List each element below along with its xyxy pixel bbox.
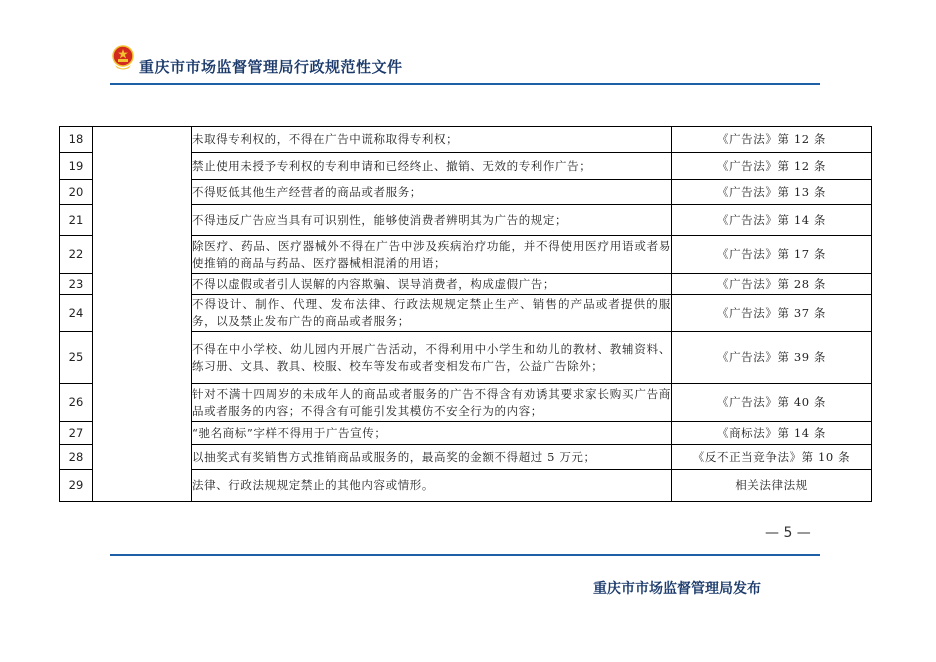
row-number: 28: [60, 445, 93, 470]
page-header-title: 重庆市市场监督管理局行政规范性文件: [139, 58, 403, 76]
prohibited-content-table: [59, 126, 872, 502]
row-number: 26: [60, 384, 93, 422]
row-content: 除医疗、药品、医疗器械外不得在广告中涉及疾病治疗功能，并不得使用医疗用语或者易使推销的商品与药品、医疗器械相混淆的用语；: [192, 236, 672, 274]
row-content: 禁止使用未授予专利权的专利申请和已经终止、撤销、无效的专利作广告；: [192, 153, 672, 180]
footer-divider: [110, 554, 820, 556]
national-emblem-icon: [112, 45, 134, 71]
row-content: 不得违反广告应当具有可识别性，能够使消费者辨明其为广告的规定；: [192, 205, 672, 236]
row-content: 不得贬低其他生产经营者的商品或者服务；: [192, 180, 672, 205]
row-number: 23: [60, 274, 93, 295]
row-content: 针对不满十四周岁的未成年人的商品或者服务的广告不得含有劝诱其要求家长购买广告商品或者服务的内容；不得含有可能引发其模仿不安全行为的内容；: [192, 384, 672, 422]
row-legal-basis: 《广告法》第 13 条: [672, 180, 872, 205]
row-content: 不得设计、制作、代理、发布法律、行政法规规定禁止生产、销售的产品或者提供的服务，以及禁止发布广告的商品或者服务；: [192, 295, 672, 332]
row-legal-basis: 《广告法》第 12 条: [672, 127, 872, 153]
row-content: 不得以虚假或者引人误解的内容欺骗、误导消费者，构成虚假广告；: [192, 274, 672, 295]
row-number: 19: [60, 153, 93, 180]
row-number: 27: [60, 422, 93, 445]
row-legal-basis: 《广告法》第 28 条: [672, 274, 872, 295]
row-legal-basis: 《广告法》第 40 条: [672, 384, 872, 422]
row-legal-basis: 《广告法》第 17 条: [672, 236, 872, 274]
row-number: 25: [60, 332, 93, 384]
row-legal-basis: 《商标法》第 14 条: [672, 422, 872, 445]
table-row: [60, 127, 872, 153]
row-legal-basis: 《反不正当竞争法》第 10 条: [672, 445, 872, 470]
row-number: 22: [60, 236, 93, 274]
row-legal-basis: 《广告法》第 14 条: [672, 205, 872, 236]
row-content: 法律、行政法规规定禁止的其他内容或情形。: [192, 470, 672, 502]
row-legal-basis: 《广告法》第 37 条: [672, 295, 872, 332]
category-cell: [93, 127, 192, 502]
row-content: 不得在中小学校、幼儿园内开展广告活动，不得利用中小学生和幼儿的教材、教辅资料、练习册、文具、教具、校服、校车等发布或者变相发布广告，公益广告除外；: [192, 332, 672, 384]
page-number: — 5 —: [765, 525, 811, 541]
row-legal-basis: 《广告法》第 12 条: [672, 153, 872, 180]
row-number: 18: [60, 127, 93, 153]
row-number: 21: [60, 205, 93, 236]
row-content: “驰名商标”字样不得用于广告宣传；: [192, 422, 672, 445]
header-divider: [110, 83, 820, 85]
row-number: 29: [60, 470, 93, 502]
row-number: 24: [60, 295, 93, 332]
row-content: 以抽奖式有奖销售方式推销商品或服务的，最高奖的金额不得超过 5 万元；: [192, 445, 672, 470]
footer-publisher: 重庆市市场监督管理局发布: [593, 581, 761, 597]
row-legal-basis: 《广告法》第 39 条: [672, 332, 872, 384]
row-number: 20: [60, 180, 93, 205]
row-content: 未取得专利权的，不得在广告中谎称取得专利权；: [192, 127, 672, 153]
row-legal-basis: 相关法律法规: [672, 470, 872, 502]
